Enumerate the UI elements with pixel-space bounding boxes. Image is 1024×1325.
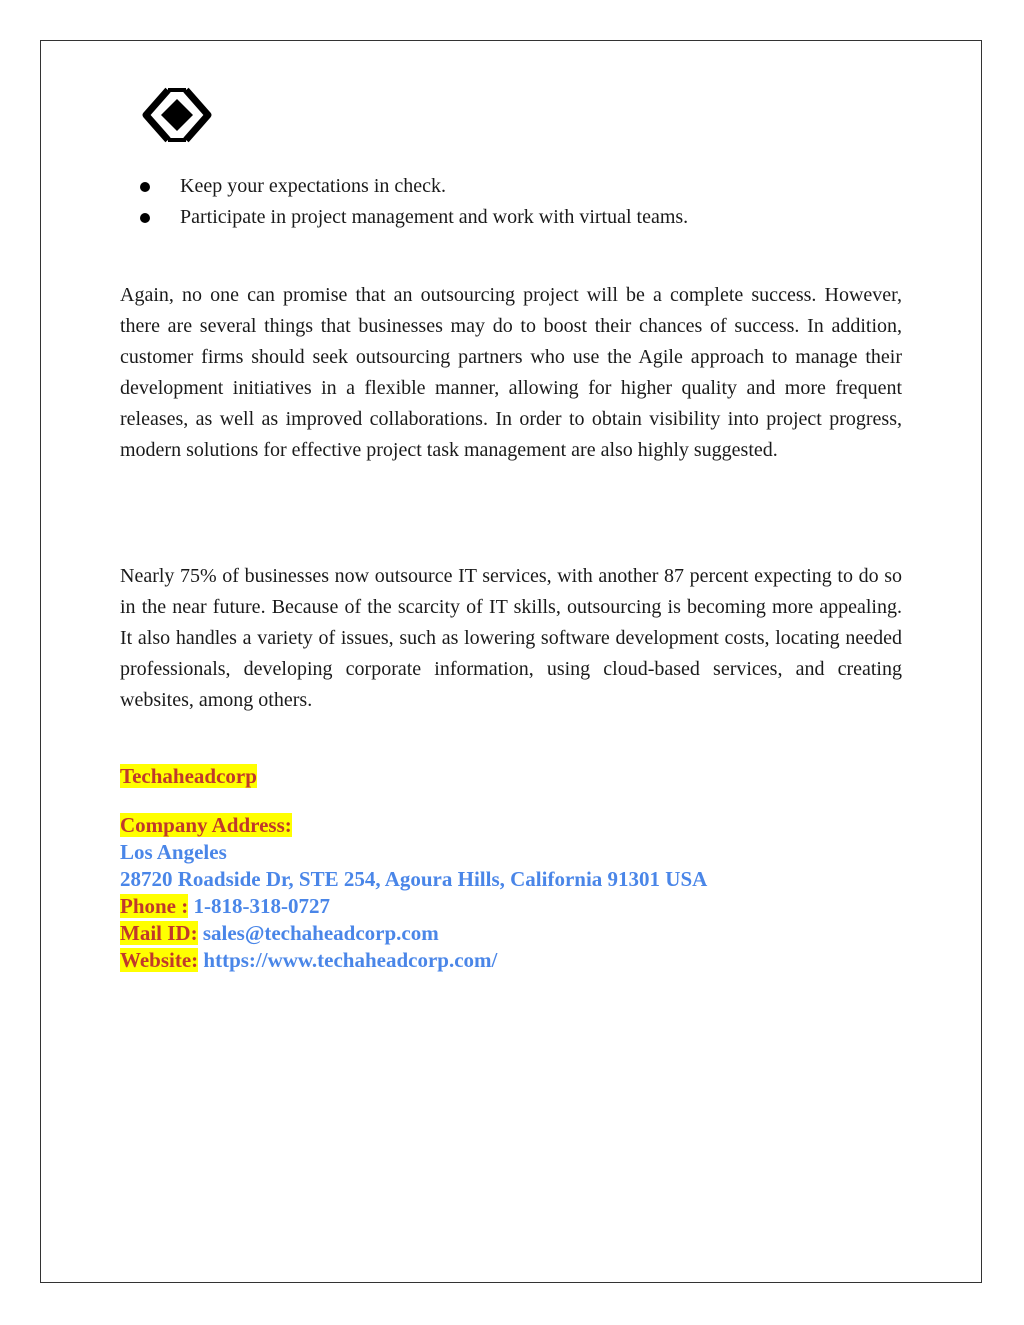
website-link[interactable]: https://www.techaheadcorp.com/: [203, 948, 498, 972]
company-name: Techaheadcorp: [120, 764, 257, 788]
paragraph: Nearly 75% of businesses now outsource IT services, with another 87 percent expecting to do so in the near future. Because of the scarcity of IT skills, outsourcing is becoming more appealing. It also handles a variety of issues, such as lowering software development costs, locating needed professionals, developing corporate information, using cloud-based services, and creating websites, among others.: [120, 565, 902, 711]
list-item: [120, 171, 900, 202]
phone-number: 1-818-318-0727: [193, 894, 330, 918]
paragraph: Again, no one can promise that an outsourcing project will be a complete success. However, there are several things that businesses may do to boost their chances of success. In addition, customer firms should seek outsourcing partners who use the Agile approach to manage their development initiatives in a flexible manner, allowing for higher quality and more frequent releases, as well as improved collaborations. In order to obtain visibility into project progress, modern solutions for effective project task management are also highly suggested.: [120, 284, 902, 461]
bullet-icon: [140, 182, 150, 192]
contact-block: [120, 812, 920, 974]
bullet-icon: [140, 213, 150, 223]
bullet-list: [120, 171, 900, 233]
company-name-block: [120, 764, 920, 789]
address-label: Company Address:: [120, 813, 292, 837]
bullet-text: Keep your expectations in check.: [180, 175, 447, 197]
mail-label: Mail ID:: [120, 921, 198, 945]
city: Los Angeles: [120, 840, 227, 864]
mail-link[interactable]: sales@techaheadcorp.com: [202, 921, 439, 945]
list-item: [120, 202, 900, 233]
phone-label: Phone :: [120, 894, 189, 918]
diamond-link-logo-icon: [138, 82, 216, 148]
website-label: Website:: [120, 948, 199, 972]
bullet-text: Participate in project management and work with virtual teams.: [180, 206, 689, 228]
street-address: 28720 Roadside Dr, STE 254, Agoura Hills, California 91301 USA: [120, 867, 708, 891]
